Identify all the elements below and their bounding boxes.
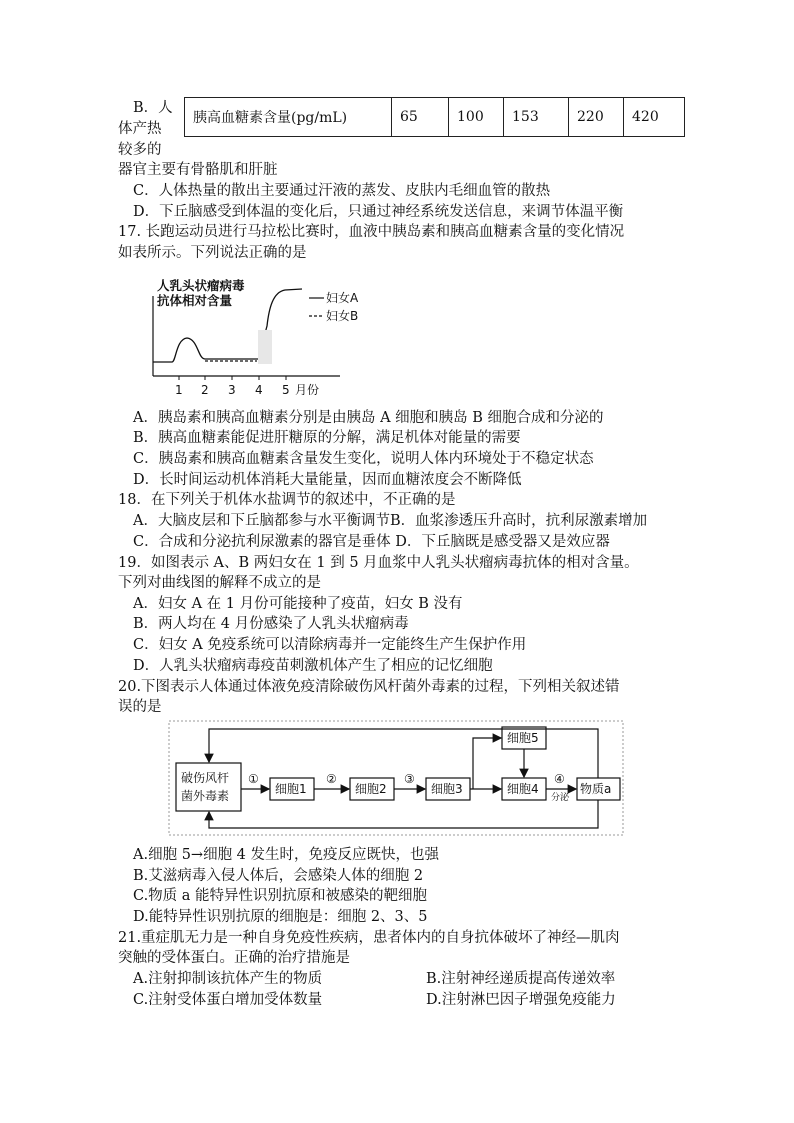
option-b: B.注射神经递质提高传递效率 [426, 971, 616, 987]
question-17: 17. 长跑运动员进行马拉松比赛时，血液中胰岛素和胰高血糖素含量的变化情况 [118, 224, 625, 240]
question-20: 20.下图表示人体通过体液免疫清除破伤风杆菌外毒素的过程，下列相关叙述错 [118, 679, 620, 695]
question-19: 19．如图表示 A、B 两妇女在 1 到 5 月血浆中人乳头状瘤病毒抗体的相对含量。 [118, 555, 639, 571]
legend-label-a: 妇女A [326, 291, 359, 305]
option-b: B．两人均在 4 月份感染了人乳头状瘤病毒 [133, 616, 409, 632]
option-c: C.物质 a 能特异性识别抗原和被感染的靶细胞 [133, 888, 428, 904]
text-line: 下列对曲线图的解释不成立的是 [118, 575, 321, 591]
option-d: D．长时间运动机体消耗大量能量，因而血糖浓度会不断降低 [133, 472, 522, 488]
chart-title-line2: 抗体相对含量 [157, 293, 233, 308]
text-line: 器官主要有骨骼肌和肝脏 [118, 162, 278, 178]
table-cell: 100 [449, 98, 504, 137]
step-label: ④ [554, 772, 565, 786]
option-a: A.注射抑制该抗体产生的物质 [133, 971, 323, 987]
option-a: A．胰岛素和胰高血糖素分别是由胰岛 A 细胞和胰岛 B 细胞合成和分泌的 [133, 410, 604, 426]
option-c: C．人体热量的散出主要通过汗液的蒸发、皮肤内毛细血管的散热 [133, 183, 551, 199]
option-d: D.注射淋巴因子增强免疫能力 [426, 992, 616, 1008]
source-label: 破伤风杆 [181, 771, 230, 785]
x-ticks [179, 376, 286, 380]
source-label: 菌外毒素 [181, 789, 230, 803]
cell3-label: 细胞3 [431, 782, 463, 796]
cell1-label: 细胞1 [275, 782, 307, 796]
table-row [185, 98, 685, 137]
blurred-region [258, 330, 272, 364]
table-cell: 220 [569, 98, 624, 137]
option-b: B.艾滋病毒入侵人体后，会感染人体的细胞 2 [133, 868, 424, 884]
table-cell: 胰高血糖素含量(pg/mL) [185, 98, 392, 137]
feedback-bottom [209, 800, 598, 828]
option-a: A．妇女 A 在 1 月份可能接种了疫苗，妇女 B 没有 [133, 596, 463, 612]
arrow-3-5 [473, 738, 501, 789]
option-c: C．胰岛素和胰高血糖素含量发生变化，说明人体内环境处于不稳定状态 [133, 451, 594, 467]
step-label: ① [248, 772, 259, 786]
option-d: D．人乳头状瘤病毒疫苗刺激机体产生了相应的记忆细胞 [133, 658, 493, 674]
text-line: 如表所示。下列说法正确的是 [118, 245, 307, 261]
antibody-chart [150, 278, 359, 400]
option-c: C.注射受体蛋白增加受体数量 [133, 992, 323, 1008]
text-line: B．人 [133, 100, 173, 116]
option-d: D．下丘脑感受到体温的变化后，只通过神经系统发送信息，来调节体温平衡 [133, 204, 624, 220]
text-line: 体产热 [118, 121, 162, 137]
glucagon-table [184, 97, 685, 137]
step-label: ② [326, 772, 337, 786]
substance-label: 物质a [580, 782, 612, 796]
tick-label: 1 [175, 383, 183, 397]
tick-label: 5 [282, 383, 290, 397]
x-axis-unit: 月份 [295, 383, 320, 397]
text-line: 较多的 [118, 142, 162, 158]
legend-label-b: 妇女B [326, 309, 359, 323]
table-cell: 153 [504, 98, 569, 137]
secrete-label: 分泌 [551, 793, 570, 803]
immunity-diagram [168, 720, 624, 836]
table-cell: 420 [624, 98, 685, 137]
question-18: 18．在下列关于机体水盐调节的叙述中，不正确的是 [118, 492, 456, 508]
cell5-label: 细胞5 [507, 731, 539, 745]
cell4-label: 细胞4 [507, 782, 539, 796]
step-label: ③ [404, 772, 415, 786]
text-line: 突触的受体蛋白。正确的治疗措施是 [118, 950, 350, 966]
tick-label: 3 [228, 383, 236, 397]
option-d: D.能特异性识别抗原的细胞是：细胞 2、3、5 [133, 909, 428, 925]
chart-title-line1: 人乳头状瘤病毒 [157, 278, 245, 293]
cell2-label: 细胞2 [355, 782, 387, 796]
table-cell: 65 [392, 98, 449, 137]
option-cd: C．合成和分泌抗利尿激素的器官是垂体 D．下丘脑既是感受器又是效应器 [133, 534, 610, 550]
option-a: A.细胞 5→细胞 4 发生时，免疫反应既快，也强 [133, 847, 440, 863]
option-b: B．胰高血糖素能促进肝糖原的分解，满足机体对能量的需要 [133, 430, 521, 446]
question-21: 21.重症肌无力是一种自身免疫性疾病，患者体内的自身抗体破坏了神经—肌肉 [118, 930, 620, 946]
option-ab: A．大脑皮层和下丘脑都参与水平衡调节B．血浆渗透压升高时，抗利尿激素增加 [133, 513, 648, 529]
tick-label: 4 [255, 383, 263, 397]
text-line: 误的是 [118, 699, 162, 715]
tick-label: 2 [201, 383, 209, 397]
option-c: C．妇女 A 免疫系统可以清除病毒并一定能终生产生保护作用 [133, 637, 527, 653]
